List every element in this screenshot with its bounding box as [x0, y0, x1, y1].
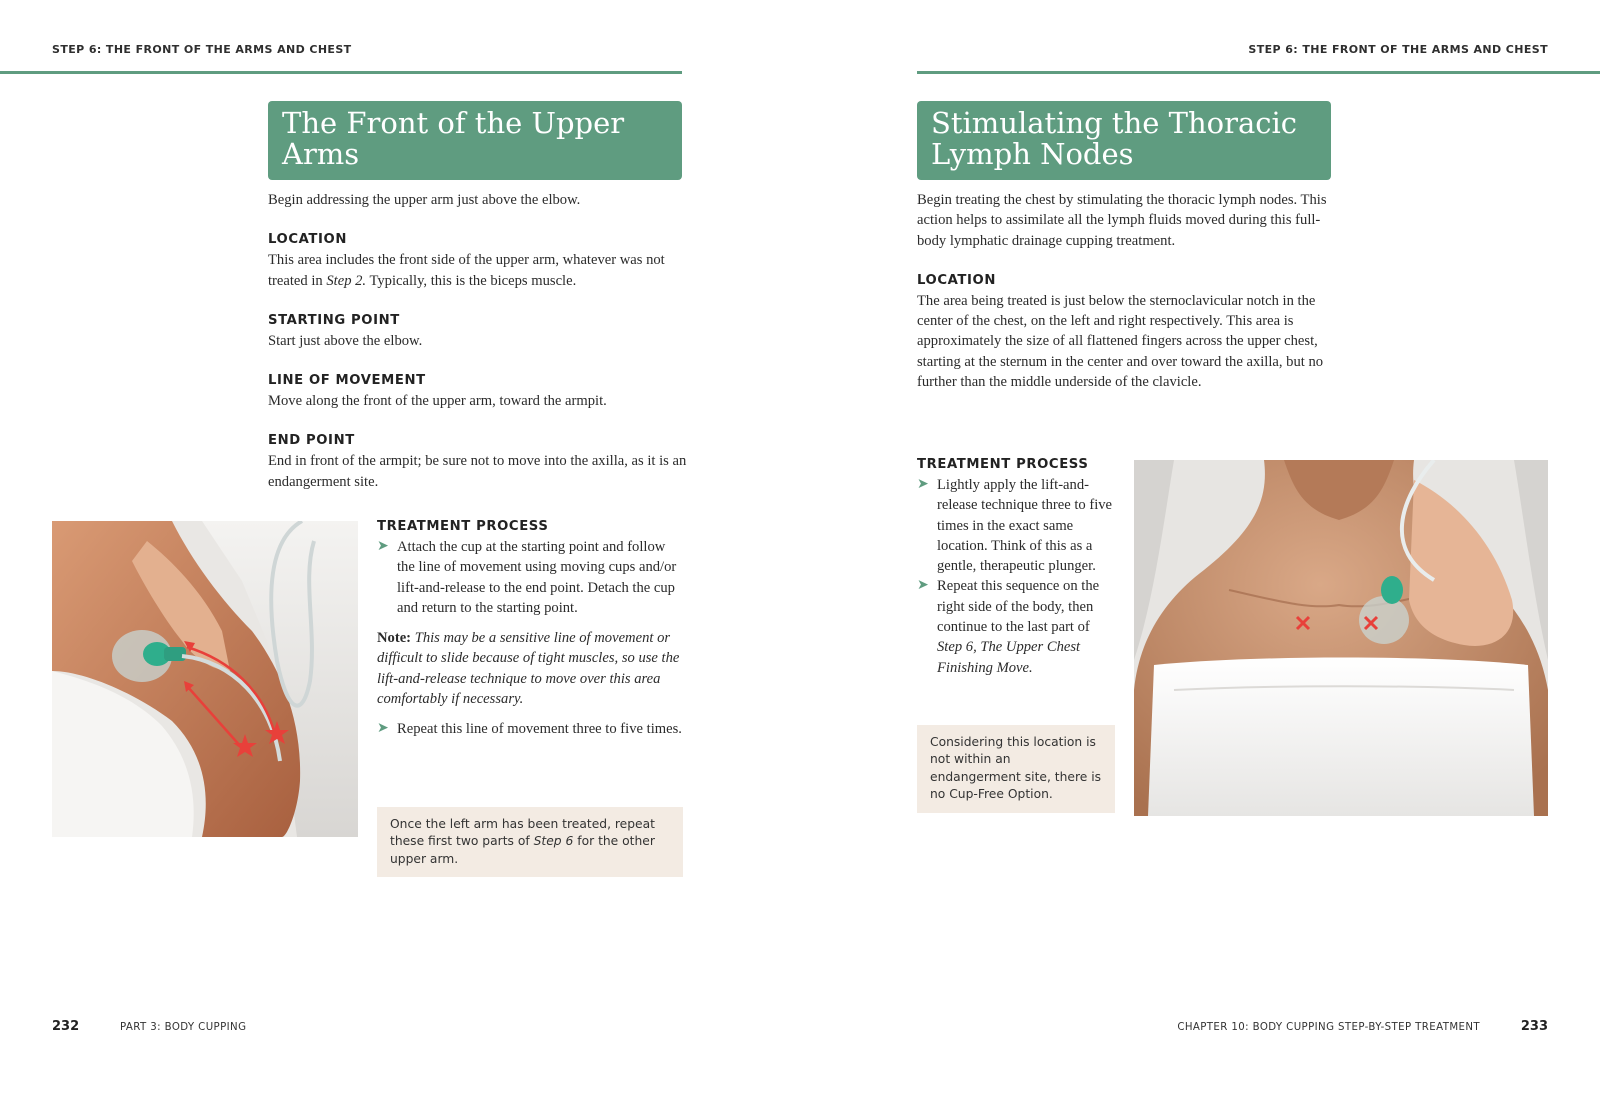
left-callout-box: Once the left arm has been treated, repeat these first two parts of Step 6 for the other upper arm. [377, 807, 683, 877]
left-footer-section: PART 3: BODY CUPPING [120, 1022, 247, 1033]
right-location-text: The area being treated is just below the sternoclavicular notch in the center of the chest, on the left and right respectively. This area is approximately the size of all flattened fingers across the upper chest, starting at the sternum in the center and over toward the axilla, but no further than the middle underside of the clavicle. [917, 292, 1324, 391]
left-main-column [268, 190, 688, 492]
end-point-heading: END POINT [268, 433, 355, 449]
right-callout-box: Considering this location is not within an endangerment site, there is no Cup-Free Option. [917, 725, 1115, 813]
right-main-column [917, 190, 1337, 392]
starting-point-text: Start just above the elbow. [268, 332, 423, 349]
right-location-heading: LOCATION [917, 272, 996, 288]
upper-chest-finishing-reference: Step 6, The Upper Chest Finishing Move. [937, 639, 1081, 676]
left-note: Note: This may be a sensitive line of movement or difficult to slide because of tight muscles, so use the lift-and-release technique to move over this area comfortably if necessary. [377, 630, 680, 708]
upper-arm-illustration [52, 521, 358, 837]
line-of-movement-heading: LINE OF MOVEMENT [268, 373, 426, 389]
right-bullet-1: ➤ Lightly apply the lift-and-release technique three to five times in the exact same location. Think of this as a gentle, therapeutic plunger. [917, 477, 1113, 575]
step-6-reference: Step 6 [533, 834, 574, 849]
right-header-rule [917, 71, 1600, 74]
right-treatment-heading: TREATMENT PROCESS [917, 457, 1089, 472]
left-intro: Begin addressing the upper arm just above the elbow. [268, 192, 581, 208]
starting-point-heading: STARTING POINT [268, 312, 400, 328]
left-location-heading: LOCATION [268, 232, 347, 248]
end-point-text: End in front of the armpit; be sure not to move into the axilla, as it is an endangerment site. [268, 453, 687, 490]
right-running-head: STEP 6: THE FRONT OF THE ARMS AND CHEST [1248, 43, 1548, 56]
line-of-movement-text: Move along the front of the upper arm, toward the armpit. [268, 393, 607, 410]
right-page-title: Stimulating the Thoracic Lymph Nodes [917, 101, 1331, 180]
arrow-bullet-icon: ➤ [377, 539, 389, 554]
arrow-bullet-icon: ➤ [377, 721, 389, 737]
left-treatment-column [377, 517, 683, 740]
left-running-head: STEP 6: THE FRONT OF THE ARMS AND CHEST [52, 43, 352, 56]
left-bullet-2: ➤ Repeat this line of movement three to five times. [377, 719, 683, 739]
left-treatment-heading: TREATMENT PROCESS [377, 519, 549, 534]
right-footer-section: CHAPTER 10: BODY CUPPING STEP-BY-STEP TREATMENT [1177, 1022, 1480, 1033]
thoracic-lymph-cupping-photo [1134, 460, 1548, 816]
left-location-text: This area includes the front side of the upper arm, whatever was not treated in Step 2. Typically, this is the biceps muscle. [268, 252, 665, 289]
chest-illustration [1134, 460, 1548, 816]
right-treatment-column [917, 455, 1117, 678]
step-2-reference: Step 2. [326, 272, 367, 289]
arrow-bullet-icon: ➤ [917, 578, 929, 594]
arrow-bullet-icon: ➤ [917, 477, 929, 492]
right-bullet-2: ➤ Repeat this sequence on the right side of the body, then continue to the last part of Step 6, The Upper Chest Finishing Move. [917, 578, 1100, 676]
left-page-number: 232 [52, 1019, 80, 1034]
left-bullet-1: ➤ Attach the cup at the starting point and follow the line of movement using moving cups and/or lift-and-release to the end point. Detach the cup and return to the starting point. [377, 539, 677, 616]
left-page-title: The Front of the Upper Arms [268, 101, 682, 180]
left-header-rule [0, 71, 682, 74]
right-intro: Begin treating the chest by stimulating the thoracic lymph nodes. This action helps to assimilate all the lymph fluids moved during this full-body lymphatic drainage cupping treatment. [917, 192, 1327, 249]
upper-arm-cupping-photo [52, 521, 358, 837]
right-page-number: 233 [1520, 1019, 1548, 1034]
